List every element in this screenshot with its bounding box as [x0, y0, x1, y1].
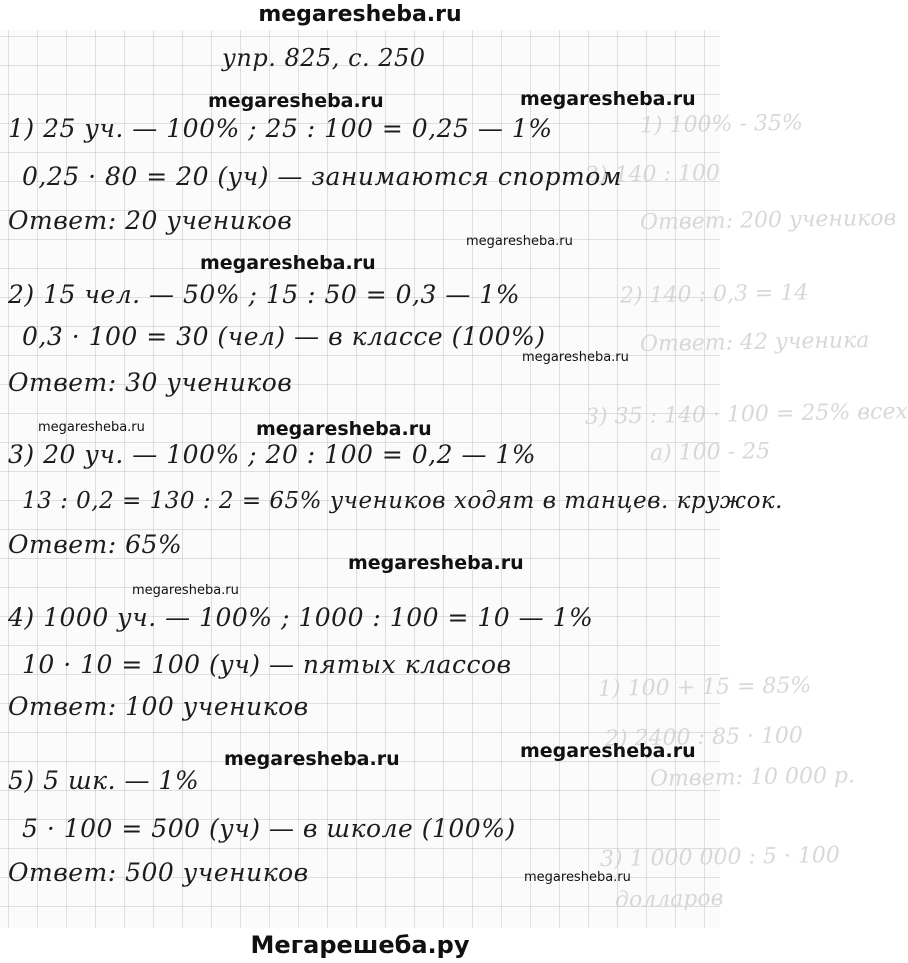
ghost-line: а) 100 - 25 [649, 438, 771, 467]
ghost-line: 1) 100 + 15 = 85% [597, 673, 812, 702]
ghost-line: Ответ: 42 ученика [639, 328, 870, 357]
watermark: megaresheba.ru [522, 350, 629, 365]
solution-line: 0,3 · 100 = 30 (чел) — в классе (100%) [22, 322, 546, 351]
solution-line: 0,25 · 80 = 20 (уч) — занимаются спортом [22, 162, 622, 191]
solution-line: 2) 15 чел. — 50% ; 15 : 50 = 0,3 — 1% [8, 280, 520, 309]
watermark: megaresheba.ru [208, 90, 384, 112]
solution-line: 1) 25 уч. — 100% ; 25 : 100 = 0,25 — 1% [8, 114, 553, 143]
ghost-line: 2) 140 : 0,3 = 14 [619, 280, 809, 309]
watermark: megaresheba.ru [38, 420, 145, 435]
ghost-line: 3) 1 000 000 : 5 · 100 [599, 842, 841, 873]
solution-line: 10 · 10 = 100 (уч) — пятых классов [22, 650, 512, 679]
answer-line: Ответ: 65% [8, 530, 183, 559]
ghost-line: Ответ: 200 учеников [639, 205, 897, 236]
watermark: megaresheba.ru [524, 870, 631, 885]
ghost-line: 3) 35 : 140 · 100 = 25% всех [584, 399, 908, 430]
solution-line: 3) 20 уч. — 100% ; 20 : 100 = 0,2 — 1% [8, 440, 537, 469]
ghost-line: Ответ: 10 000 р. [649, 763, 856, 792]
solution-line: 5) 5 шк. — 1% [8, 766, 200, 795]
ghost-line: 2) 140 : 100 [584, 160, 721, 189]
ghost-line: долларов [614, 886, 724, 913]
watermark: megaresheba.ru [224, 748, 400, 770]
watermark: megaresheba.ru [466, 234, 573, 249]
solution-line: 13 : 0,2 = 130 : 2 = 65% учеников ходят в танцев. кружок. [22, 488, 783, 514]
site-footer: Мегарешеба.ру [250, 931, 470, 959]
watermark: megaresheba.ru [200, 252, 376, 274]
watermark: megaresheba.ru [132, 583, 239, 598]
exercise-title: упр. 825, с. 250 [222, 44, 426, 72]
watermark: megaresheba.ru [256, 418, 432, 440]
ghost-line: 2) 2400 : 85 · 100 [604, 723, 804, 752]
solution-line: 5 · 100 = 500 (уч) — в школе (100%) [22, 814, 516, 843]
watermark: megaresheba.ru [348, 552, 524, 574]
answer-line: Ответ: 20 учеников [8, 206, 293, 235]
watermark: megaresheba.ru [520, 88, 696, 110]
site-header: megaresheba.ru [258, 2, 462, 27]
answer-line: Ответ: 500 учеников [8, 858, 309, 887]
ghost-line: 1) 100% - 35% [639, 110, 804, 139]
answer-line: Ответ: 100 учеников [8, 692, 309, 721]
answer-line: Ответ: 30 учеников [8, 368, 293, 397]
notebook-page [0, 30, 908, 928]
solution-line: 4) 1000 уч. — 100% ; 1000 : 100 = 10 — 1% [8, 603, 594, 632]
watermark: megaresheba.ru [520, 740, 696, 762]
